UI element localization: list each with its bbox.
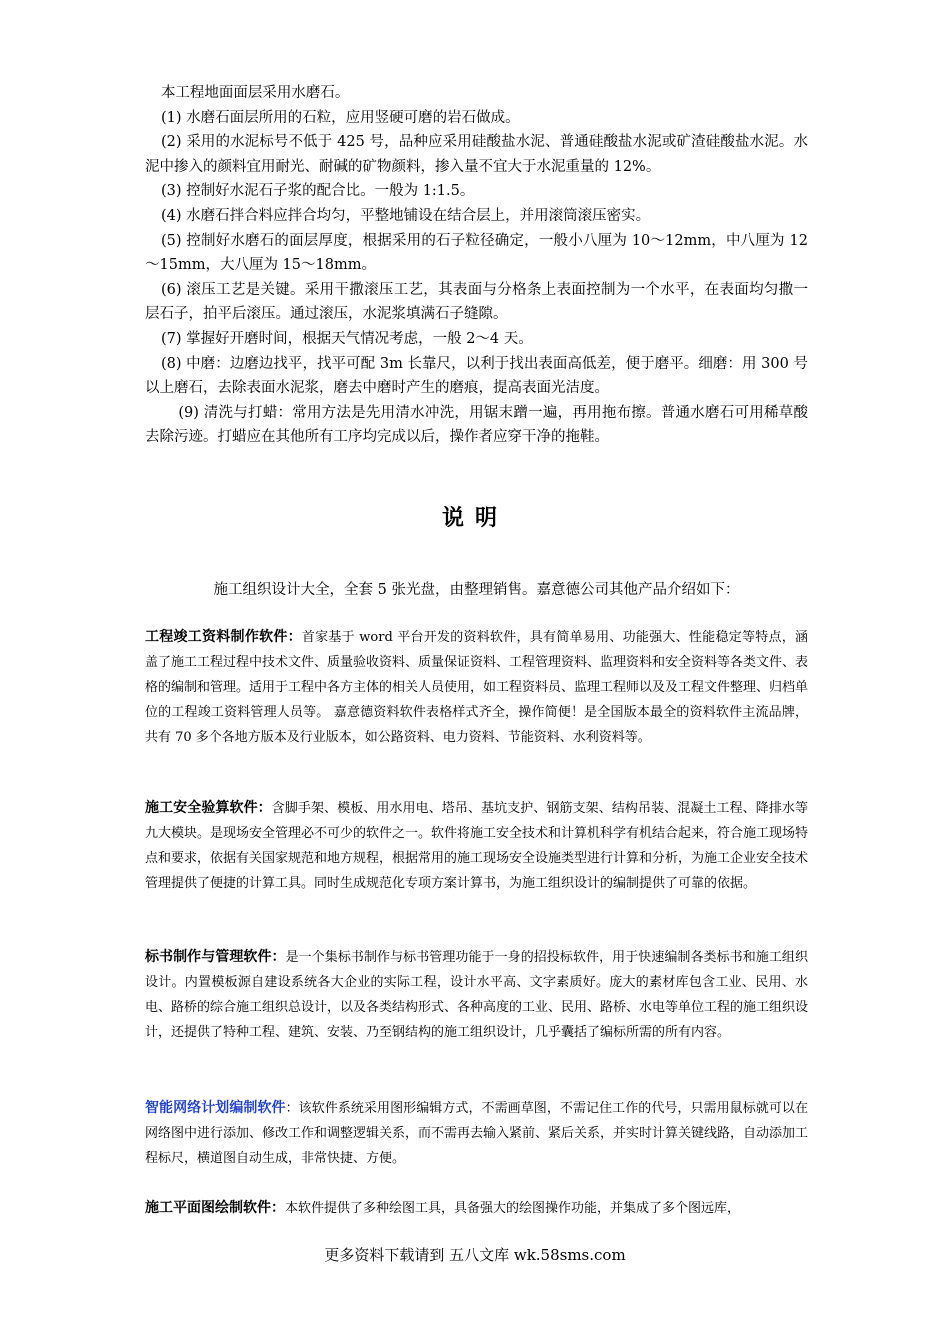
product-title-link[interactable]: 智能网络计划编制软件 <box>145 1100 286 1116</box>
product-description: 首家基于 word 平台开发的资料软件，具有简单易用、功能强大、性能稳定等特点，涵盖了施工工程过程中技术文件、质量验收资料、质量保证资料、工程管理资料、监理资料和安全资料等各类文件、表格的编制和管理。适用于工程中各方主体的相关人员使用，如工程资料员、监理工程师以及及工程文件整理、归档单位的工程竣工资料管理人员等。 嘉意德资料软件表格样式齐全，操作简便！是全国版本最全的资料软件主流品牌，共有 70 多个各地方版本及行业版本，如公路资料、电力资料、节能资料、水利资料等。 <box>145 630 809 745</box>
paragraph-step-7: (7) 掌握好开磨时间，根据天气情况考虑，一般 2～4 天。 <box>160 330 533 347</box>
paragraph-step-6: (6) 滚压工艺是关键。采用干撒滚压工艺，其表面与分格条上表面控制为一个水平，在表面均匀撒一层石子，拍平后滚压。通过滚压，水泥浆填满石子缝隙。 <box>145 281 808 323</box>
paragraph-step-3: (3) 控制好水泥石子浆的配合比。一般为 1:1.5。 <box>160 183 475 200</box>
product-block-safety-calc <box>145 796 808 896</box>
product-block-network-plan <box>145 1096 808 1171</box>
paragraph-intro: 本工程地面面层采用水磨石。 <box>160 85 350 101</box>
paragraph-step-4: (4) 水磨石拌合料应拌合均匀，平整地铺设在结合层上，并用滚筒滚压密实。 <box>160 207 651 224</box>
product-title: 施工平面图绘制软件： <box>145 1200 285 1216</box>
product-title: 标书制作与管理软件： <box>145 949 286 965</box>
product-block-bid-docs <box>145 945 808 1045</box>
product-block-completion-docs <box>145 625 808 750</box>
section-heading: 说明 <box>441 505 508 531</box>
terrazzo-process-section <box>145 81 808 450</box>
intro-text: 施工组织设计大全，全套 5 张光盘，由整理销售。嘉意德公司其他产品介绍如下： <box>213 582 740 598</box>
product-block-site-plan <box>145 1196 808 1221</box>
product-description: ：该软件系统采用图形编辑方式，不需画草图，不需记住工作的代号，只需用鼠标就可以在网络图中进行添加、修改工作和调整逻辑关系，而不需再去输入紧前、紧后关系，并实时计算关键线路，自动添加工程标尺，横道图自动生成，非常快捷、方便。 <box>145 1101 809 1166</box>
paragraph-step-5: (5) 控制好水磨石的面层厚度，根据采用的石子粒径确定，一般小八厘为 10～12mm，中八厘为 12～15mm，大八厘为 15～18mm。 <box>145 232 808 274</box>
product-description: 本软件提供了多种绘图工具，具备强大的绘图操作功能，并集成了多个图远库， <box>285 1201 741 1216</box>
product-description: 含脚手架、模板、用水用电、塔吊、基坑支护、钢筋支架、结构吊装、混凝土工程、降排水等九大模块。是现场安全管理必不可少的软件之一。软件将施工安全技术和计算机科学有机结合起来，符合施工现场特点和要求，依据有关国家规范和地方规程，根据常用的施工现场安全设施类型进行计算和分析，为施工企业安全技术管理提供了便捷的计算工具。同时生成规范化专项方案计算书，为施工组织设计的编制提供了可靠的依据。 <box>145 801 809 891</box>
product-description: 是一个集标书制作与标书管理功能于一身的招投标软件，用于快速编制各类标书和施工组织设计。内置模板源自建设系统各大企业的实际工程，设计水平高、文字素质好。庞大的素材库包含工业、民用、水电、路桥的综合施工组织总设计，以及各类结构形式、各种高度的工业、民用、路桥、水电等单位工程的施工组织设计，还提供了特种工程、建筑、安装、乃至钢结构的施工组织设计，几乎囊括了编标所需的所有内容。 <box>145 950 809 1040</box>
paragraph-step-8: (8) 中磨：边磨边找平，找平可配 3m 长靠尺，以利于找出表面高低差，便于磨平。细磨：用 300 号以上磨石，去除表面水泥浆，磨去中磨时产生的磨痕，提高表面光洁度。 <box>145 355 808 397</box>
paragraph-step-9: (9) 清洗与打蜡：常用方法是先用清水冲洗，用锯末蹭一遍，再用拖布擦。普通水磨石可用稀草酸去除污迹。打蜡应在其他所有工序均完成以后，操作者应穿干净的拖鞋。 <box>145 404 808 446</box>
paragraph-step-1: (1) 水磨石面层所用的石粒，应用竖硬可磨的岩石做成。 <box>160 109 520 126</box>
paragraph-step-2: (2) 采用的水泥标号不低于 425 号，品种应采用硅酸盐水泥、普通硅酸盐水泥或矿渣硅酸盐水泥。水泥中掺入的颜料宜用耐光、耐碱的矿物颜料，掺入量不宜大于水泥重量的 12%。 <box>145 134 808 175</box>
page-footer: 更多资料下载请到 五八文库 wk.58sms.com <box>324 1246 626 1264</box>
product-title: 施工安全验算软件： <box>145 800 272 816</box>
product-title: 工程竣工资料制作软件： <box>145 629 302 645</box>
